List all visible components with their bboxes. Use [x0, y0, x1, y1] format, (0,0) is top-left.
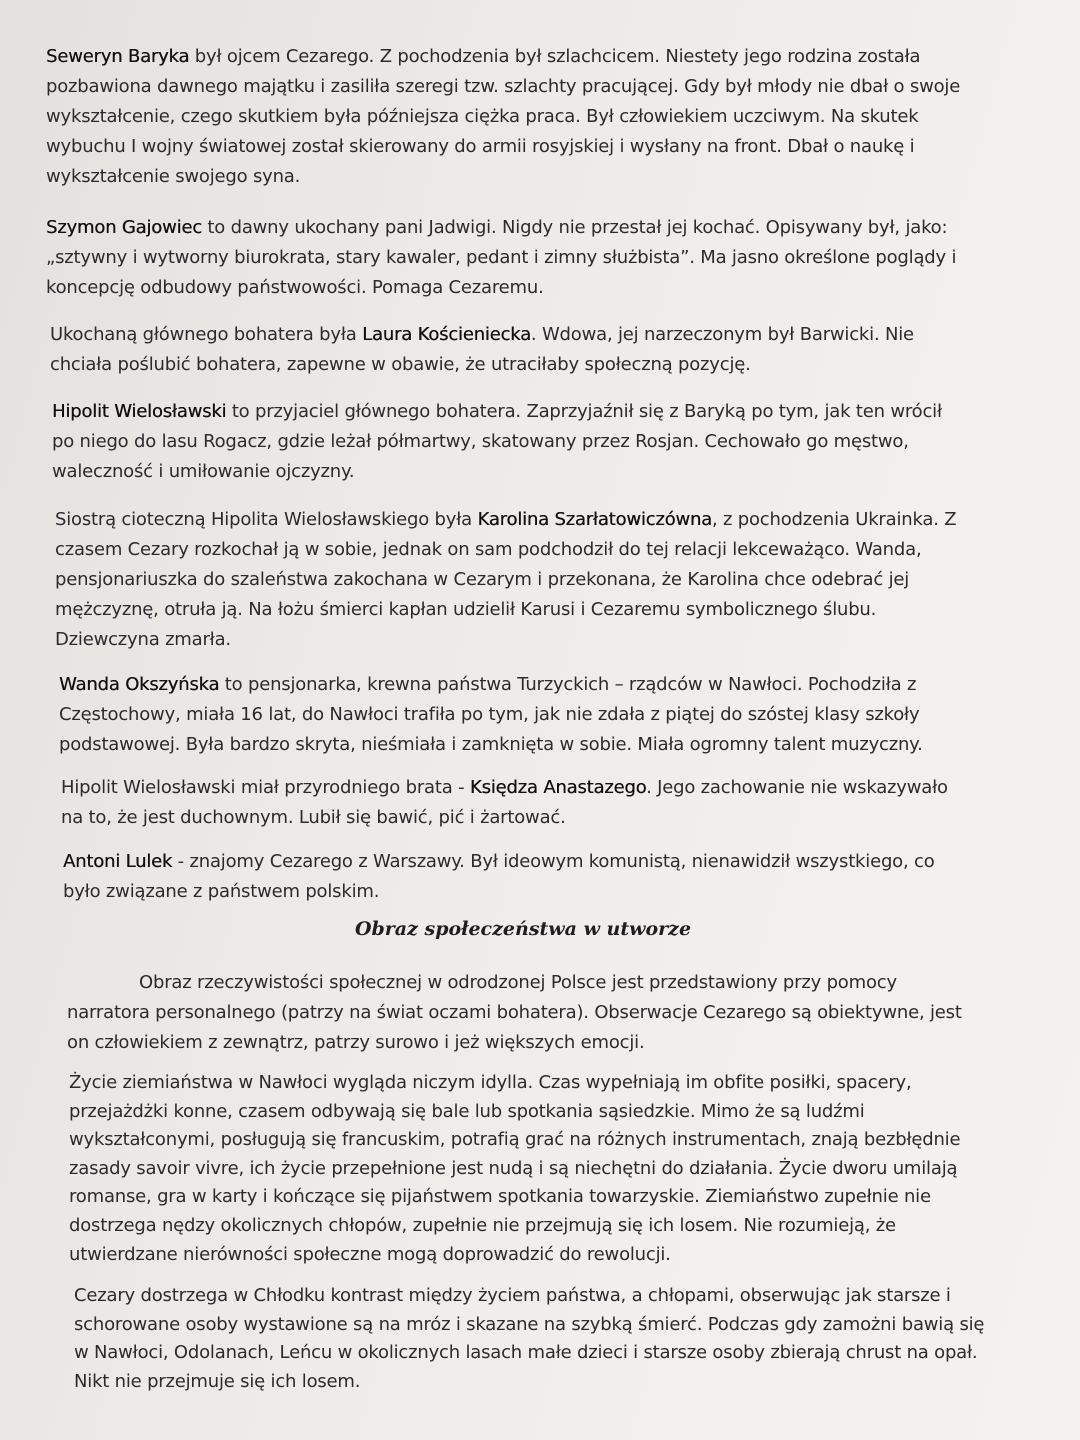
text-line: w Nawłoci, Odolanach, Leńcu w okolicznych lasach małe dzieci i starsze osoby zbierają chrust na opał.: [74, 1342, 978, 1364]
paragraph-laura-koscieniecka: [50, 320, 914, 380]
text-line: mężczyznę, otruła ją. Na łożu śmierci kapłan udzielił Karusi i Cezaremu symbolicznego ślubu.: [55, 599, 877, 620]
text-line: na to, że jest duchownym. Lubił się bawić, pić i żartować.: [61, 807, 566, 828]
text-line: było związane z państwem polskim.: [63, 881, 380, 902]
text-line: koncepcję odbudowy państwowości. Pomaga Cezaremu.: [46, 277, 544, 298]
text-line: Cezary dostrzega w Chłodku kontrast między życiem państwa, a chłopami, obserwując jak starsze i: [74, 1285, 951, 1306]
character-name: Antoni Lulek: [63, 851, 173, 872]
text-line: [46, 42, 960, 72]
text-segment: Siostrą cioteczną Hipolita Wielosławskiego była: [55, 509, 478, 530]
text-line: Dziewczyna zmarła.: [55, 629, 231, 650]
text-line: wykształconymi, posługują się francuskim, potrafią grać na różnych instrumentach, znają bezbłędnie: [69, 1129, 961, 1151]
paragraph-cezary-chlodek: [74, 1282, 984, 1396]
character-name: Wanda Okszyńska: [59, 674, 220, 695]
character-name: Seweryn Baryka: [46, 46, 190, 67]
paragraph-zycie-ziemianstwa: [69, 1069, 960, 1269]
text-line: Życie ziemiaństwa w Nawłoci wygląda niczym idylla. Czas wypełniają im obfite posiłki, spacery,: [69, 1072, 912, 1093]
paragraph-karolina-szarlatowiczowna: [55, 505, 956, 655]
paragraph-obraz-rzeczywistosci: [67, 968, 962, 1058]
text-line: po niego do lasu Rogacz, gdzie leżał półmartwy, skatowany przez Rosjan. Cechowało go męstwo,: [52, 431, 909, 452]
text-line: [46, 213, 956, 243]
text-line: wykształcenie swojego syna.: [46, 166, 301, 187]
character-name: Hipolit Wielosławski: [52, 401, 227, 422]
text-line: Nikt nie przejmuje się ich losem.: [74, 1370, 361, 1392]
text-segment: to dawny ukochany pani Jadwigi. Nigdy nie przestał jej kochać. Opisywany był, jako:: [201, 217, 948, 238]
text-segment: był ojcem Cezarego. Z pochodzenia był szlachcicem. Niestety jego rodzina została: [189, 46, 921, 67]
text-line: pozbawiona dawnego majątku i zasiliła szeregi tzw. szlachty pracującej. Gdy był młody nie dbał o swoje: [46, 76, 961, 97]
text-line: on człowiekiem z zewnątrz, patrzy surowo i jeż większych emocji.: [67, 1032, 645, 1053]
text-line: pensjonariuszka do szaleństwa zakochana w Cezarym i przekonana, że Karolina chce odebrać jej: [55, 569, 910, 590]
text-segment: . Jego zachowanie nie wskazywało: [646, 777, 948, 798]
text-segment: Ukochaną głównego bohatera była: [50, 324, 363, 345]
paragraph-ksiadz-anastazy: [61, 773, 948, 833]
text-line: [63, 847, 935, 877]
text-segment: , z pochodzenia Ukrainka. Z: [711, 509, 957, 530]
text-line: Częstochowy, miała 16 lat, do Nawłoci trafiła po tym, jak nie zdała z piątej do szóstej klasy szkoły: [59, 704, 920, 725]
character-name: Szymon Gajowiec: [46, 217, 202, 238]
paragraph-seweryn-baryka: [46, 42, 960, 192]
paragraph-szymon-gajowiec: [46, 213, 956, 303]
text-line: zasady savoir vivre, ich życie przepełnione jest nudą i są niechętni do działania. Życie dworu umilają: [69, 1157, 958, 1179]
character-name: Księdza Anastazego: [469, 777, 647, 798]
text-line: przejażdżki konne, czasem odbywają się bale lub spotkania sąsiedzkie. Mimo że są ludźmi: [69, 1100, 865, 1122]
text-segment: to przyjaciel głównego bohatera. Zaprzyjaźnił się z Baryką po tym, jak ten wrócił: [226, 401, 942, 422]
text-segment: Hipolit Wielosławski miał przyrodniego brata -: [61, 777, 470, 798]
text-line: narratora personalnego (patrzy na świat oczami bohatera). Obserwacje Cezarego są obiektywne, jest: [67, 1002, 962, 1023]
text-line: czasem Cezary rozkochał ją w sobie, jednak on sam podchodził do tej relacji lekceważąco. Wanda,: [55, 539, 922, 560]
text-segment: to pensjonarka, krewna państwa Turzyckich – rządców w Nawłoci. Pochodziła z: [219, 674, 917, 695]
text-line: Obraz rzeczywistości społecznej w odrodzonej Polsce jest przedstawiony przy pomocy: [139, 972, 897, 993]
text-line: [59, 670, 923, 700]
text-segment: - znajomy Cezarego z Warszawy. Był ideowym komunistą, nienawidził wszystkiego, co: [172, 851, 935, 872]
text-line: dostrzega nędzy okolicznych chłopów, zupełnie nie przejmują się ich losem. Nie rozumieją, że: [69, 1214, 896, 1236]
text-line: romanse, gra w karty i kończące się pijaństwem spotkania towarzyskie. Ziemiaństwo zupełnie nie: [69, 1186, 931, 1208]
paragraph-wanda-okszynska: [59, 670, 923, 760]
text-line: [52, 397, 942, 427]
paragraph-antoni-lulek: [63, 847, 935, 907]
text-line: waleczność i umiłowanie ojczyzny.: [52, 461, 355, 482]
text-line: chciała poślubić bohatera, zapewne w obawie, że utraciłaby społeczną pozycję.: [50, 354, 751, 375]
text-line: utwierdzane nierówności społeczne mogą doprowadzić do rewolucji.: [69, 1243, 671, 1265]
section-heading: Obraz społeczeństwa w utworze: [354, 918, 692, 940]
text-line: [55, 505, 956, 535]
text-line: „sztywny i wytworny biurokrata, stary kawaler, pedant i zimny służbista”. Ma jasno określone poglądy i: [46, 247, 957, 268]
text-line: wybuchu I wojny światowej został skierowany do armii rosyjskiej i wysłany na front. Dbał o naukę i: [46, 136, 915, 157]
text-segment: . Wdowa, jej narzeczonym był Barwicki. Nie: [530, 324, 914, 345]
text-line: wykształcenie, czego skutkiem była późniejsza ciężka praca. Był człowiekiem uczciwym. Na skutek: [46, 106, 919, 127]
text-line: [61, 773, 948, 803]
text-line: podstawowej. Była bardzo skryta, nieśmiała i zamknięta w sobie. Miała ogromny talent muzyczny.: [59, 734, 923, 755]
character-name: Laura Kościeniecka: [362, 324, 531, 345]
text-line: schorowane osoby wystawione są na mróz i skazane na szybką śmierć. Podczas gdy zamożni bawią się: [74, 1313, 985, 1335]
character-name: Karolina Szarłatowiczówna: [477, 509, 712, 530]
text-line: [50, 320, 914, 350]
paragraph-hipolit-wieloslawski: [52, 397, 942, 487]
